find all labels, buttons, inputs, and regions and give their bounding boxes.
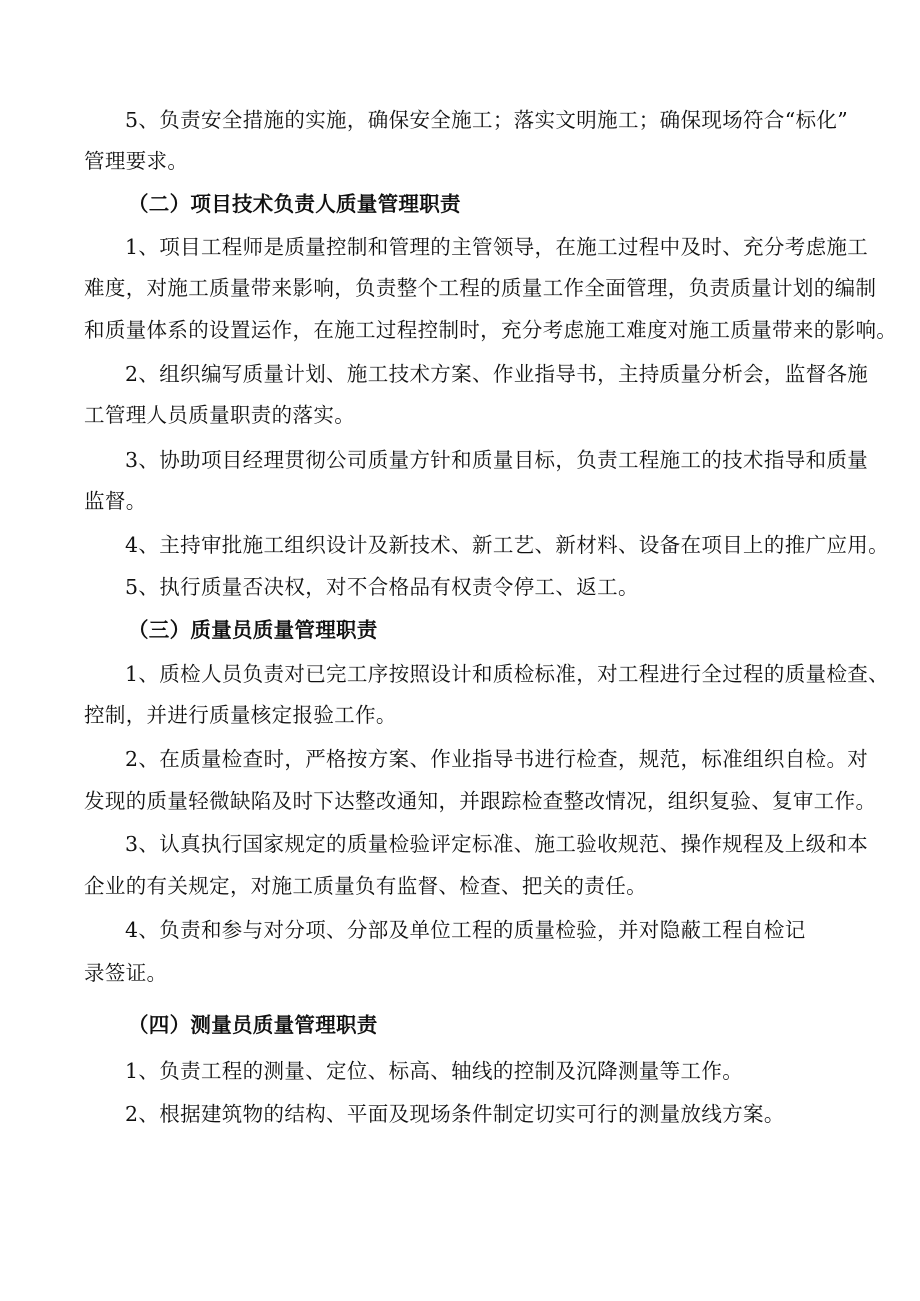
paragraph-line: 2、在质量检查时，严格按方案、作业指导书进行检查，规范，标准组织自检。对 [125, 747, 869, 771]
paragraph-line: 控制，并进行质量核定报验工作。 [84, 703, 397, 727]
paragraph-line: 1、质检人员负责对已完工序按照设计和质检标准，对工程进行全过程的质量检查、 [125, 662, 889, 686]
paragraph-line: 5、执行质量否决权，对不合格品有权责令停工、返工。 [125, 575, 639, 599]
section-heading-3: （三）质量员质量管理职责 [128, 618, 378, 642]
paragraph-line: 管理要求。 [84, 149, 189, 173]
paragraph-line: 2、根据建筑物的结构、平面及现场条件制定切实可行的测量放线方案。 [125, 1102, 785, 1126]
paragraph-line: 2、组织编写质量计划、施工技术方案、作业指导书，主持质量分析会，监督各施 [125, 362, 869, 386]
paragraph-line: 发现的质量轻微缺陷及时下达整改通知，并跟踪检查整改情况，组织复验、复审工作。 [84, 789, 877, 813]
paragraph-line: 难度，对施工质量带来影响，负责整个工程的质量工作全面管理，负责质量计划的编制 [84, 276, 877, 300]
paragraph-line: 4、主持审批施工组织设计及新技术、新工艺、新材料、设备在项目上的推广应用。 [125, 533, 889, 557]
paragraph-line: 1、项目工程师是质量控制和管理的主管领导，在施工过程中及时、充分考虑施工 [125, 235, 869, 259]
section-heading-4: （四）测量员质量管理职责 [128, 1013, 378, 1037]
paragraph-line: 3、认真执行国家规定的质量检验评定标准、施工验收规范、操作规程及上级和本 [125, 832, 869, 856]
paragraph-line: 监督。 [84, 489, 147, 513]
paragraph-line: 工管理人员质量职责的落实。 [84, 403, 356, 427]
paragraph-line: 和质量体系的设置运作，在施工过程控制时，充分考虑施工难度对施工质量带来的影响。 [84, 318, 898, 342]
section-heading-2: （二）项目技术负责人质量管理职责 [128, 192, 461, 216]
paragraph-line: 5、负责安全措施的实施，确保安全施工；落实文明施工；确保现场符合“标化” [125, 108, 849, 132]
paragraph-line: 4、负责和参与对分项、分部及单位工程的质量检验，并对隐蔽工程自检记 [125, 918, 806, 942]
paragraph-line: 1、负责工程的测量、定位、标高、轴线的控制及沉降测量等工作。 [125, 1059, 744, 1083]
paragraph-line: 录签证。 [84, 961, 168, 985]
paragraph-line: 3、协助项目经理贯彻公司质量方针和质量目标，负责工程施工的技术指导和质量 [125, 448, 869, 472]
paragraph-line: 企业的有关规定，对施工质量负有监督、检查、把关的责任。 [84, 874, 647, 898]
